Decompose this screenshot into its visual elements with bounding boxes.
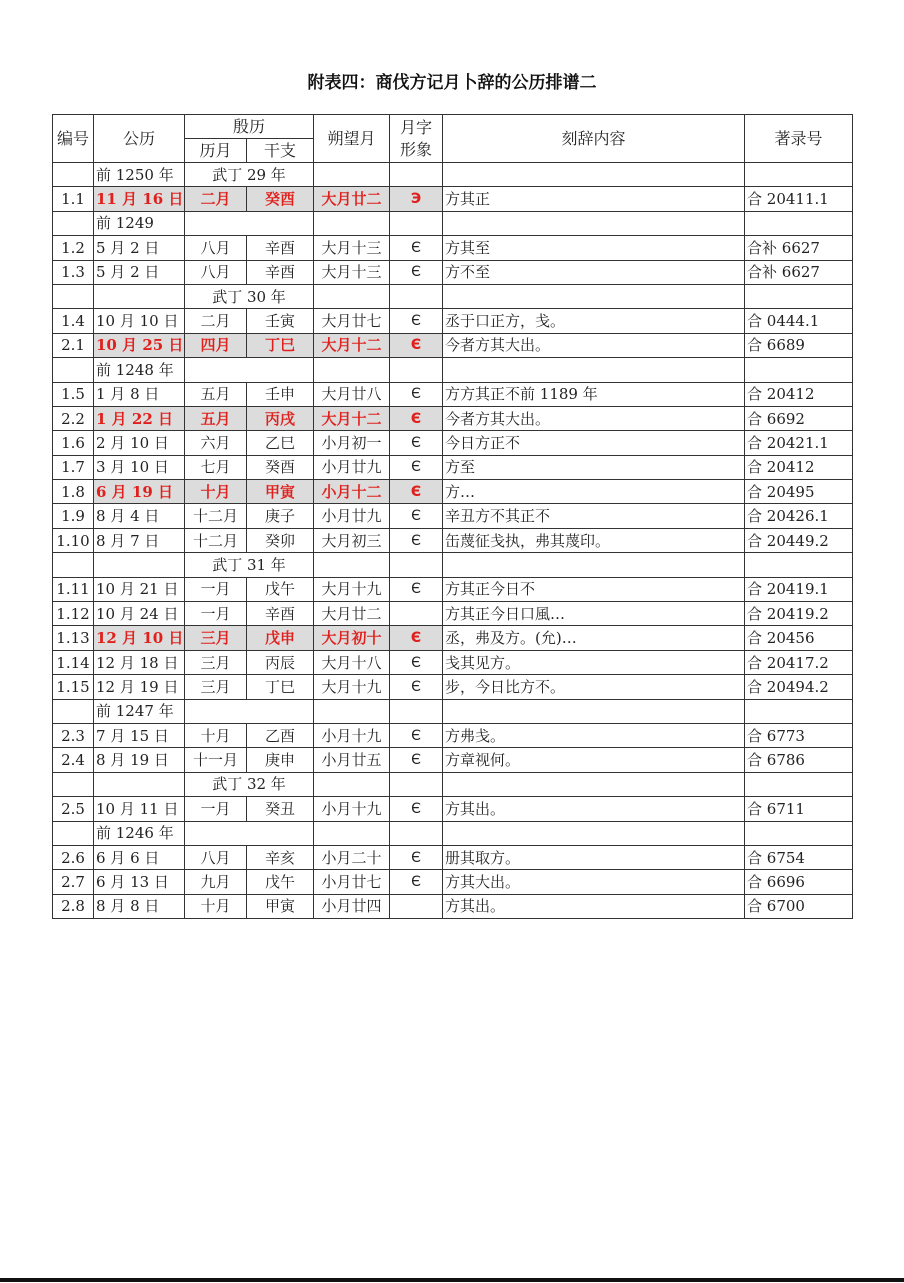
cell-num: 1.7 [53,455,94,479]
cell-gregorian-date: 6 月 6 日 [94,845,185,869]
cell-catalog [745,211,853,235]
cell-month: 七月 [185,455,247,479]
table-row [53,650,853,674]
cell-month: 八月 [185,845,247,869]
cell-month: 四月 [185,333,247,357]
cell-content: 方其至 [443,236,745,260]
cell-content: 方其出。 [443,894,745,918]
moon-phase-icon: Є [390,260,443,284]
cell-month: 一月 [185,602,247,626]
table-row [53,723,853,747]
cell-content: 方… [443,480,745,504]
cell-year [94,772,185,796]
cell-content: 缶蔑征戋执，弗其蔑印。 [443,528,745,552]
cell-num [53,163,94,187]
cell-catalog: 合 6696 [745,870,853,894]
cell-num: 1.2 [53,236,94,260]
cell-num [53,821,94,845]
cell-ganzhi: 壬申 [247,382,314,406]
cell-gregorian-date: 5 月 2 日 [94,260,185,284]
cell-ganzhi: 乙酉 [247,723,314,747]
cell-catalog [745,699,853,723]
moon-phase-icon: Є [390,309,443,333]
cell-num: 2.4 [53,748,94,772]
cell-num [53,284,94,308]
cell-gregorian-date: 7 月 15 日 [94,723,185,747]
cell-moon-month: 小月廿九 [314,455,390,479]
cell-catalog: 合 20456 [745,626,853,650]
moon-phase-icon: Є [390,236,443,260]
cell-year [94,553,185,577]
cell-gregorian-date: 8 月 19 日 [94,748,185,772]
cell-ganzhi: 癸酉 [247,187,314,211]
cell-gregorian-date: 3 月 10 日 [94,455,185,479]
cell-content: 戋其见方。 [443,650,745,674]
table-row [53,236,853,260]
cell-content: 方方其正不前 1189 年 [443,382,745,406]
bottom-rule [0,1278,904,1282]
section-row [53,284,853,308]
cell-moon-month: 小月廿五 [314,748,390,772]
cell-month: 六月 [185,431,247,455]
cell-gregorian-date: 11 月 16 日 [94,187,185,211]
cell-month: 十二月 [185,504,247,528]
cell-catalog [745,821,853,845]
cell-ganzhi: 癸酉 [247,455,314,479]
cell-num: 1.11 [53,577,94,601]
section-row [53,163,853,187]
cell-catalog: 合 6754 [745,845,853,869]
section-row [53,211,853,235]
cell-moon-month [314,699,390,723]
moon-phase-icon: Є [390,480,443,504]
cell-moon-month [314,211,390,235]
cell-content: 今者方其大出。 [443,406,745,430]
cell-gregorian-date: 8 月 4 日 [94,504,185,528]
cell-content: 方其正 [443,187,745,211]
cell-content: 丞于口正方，戋。 [443,309,745,333]
cell-gregorian-date: 8 月 7 日 [94,528,185,552]
moon-phase-icon: Є [390,382,443,406]
cell-content [443,284,745,308]
cell-ganzhi: 癸丑 [247,797,314,821]
moon-phase-icon: Є [390,650,443,674]
cell-num: 1.14 [53,650,94,674]
header-moon-month: 朔望月 [314,115,390,163]
header-ganzhi: 干支 [247,139,314,163]
cell-month: 八月 [185,260,247,284]
cell-gregorian-date: 1 月 8 日 [94,382,185,406]
cell-gregorian-date: 12 月 19 日 [94,675,185,699]
cell-year: 前 1246 年 [94,821,185,845]
cell-gregorian-date: 6 月 13 日 [94,870,185,894]
cell-year: 前 1250 年 [94,163,185,187]
cell-month: 五月 [185,406,247,430]
cell-num: 1.4 [53,309,94,333]
cell-num: 1.3 [53,260,94,284]
moon-phase-icon [390,602,443,626]
cell-moon-month: 小月廿九 [314,504,390,528]
cell-era: 武丁 31 年 [185,553,314,577]
header-gregorian: 公历 [94,115,185,163]
cell-content: 方其大出。 [443,870,745,894]
cell-ganzhi: 乙巳 [247,431,314,455]
cell-ganzhi: 壬寅 [247,309,314,333]
cell-moon-month: 大月十九 [314,675,390,699]
cell-gregorian-date: 5 月 2 日 [94,236,185,260]
table-row [53,528,853,552]
cell-month: 一月 [185,797,247,821]
cell-ganzhi: 庚申 [247,748,314,772]
cell-gregorian-date: 8 月 8 日 [94,894,185,918]
table-row [53,504,853,528]
cell-moon-month: 大月廿七 [314,309,390,333]
cell-num [53,772,94,796]
table-row [53,675,853,699]
cell-moon-month: 大月初十 [314,626,390,650]
cell-month: 九月 [185,870,247,894]
moon-phase-icon: Є [390,845,443,869]
moon-phase-icon: Є [390,455,443,479]
cell-catalog: 合 20495 [745,480,853,504]
header-moon-shape-line1: 月字 [400,117,433,137]
cell-gregorian-date: 10 月 21 日 [94,577,185,601]
cell-num [53,699,94,723]
cell-moon-shape [390,699,443,723]
header-month: 历月 [185,139,247,163]
cell-gregorian-date: 1 月 22 日 [94,406,185,430]
cell-moon-month: 大月十八 [314,650,390,674]
cell-moon-shape [390,163,443,187]
cell-moon-month [314,821,390,845]
table-row [53,333,853,357]
cell-num: 2.6 [53,845,94,869]
cell-era [185,821,314,845]
cell-content: 步，今日比方不。 [443,675,745,699]
cell-moon-month: 大月十九 [314,577,390,601]
cell-ganzhi: 戊午 [247,870,314,894]
section-row [53,772,853,796]
moon-phase-icon: Є [390,870,443,894]
cell-year: 前 1249 [94,211,185,235]
cell-month: 五月 [185,382,247,406]
cell-num: 1.13 [53,626,94,650]
cell-catalog: 合 20412 [745,382,853,406]
cell-num: 1.6 [53,431,94,455]
cell-era: 武丁 30 年 [185,284,314,308]
section-row [53,821,853,845]
cell-moon-month [314,358,390,382]
cell-moon-month: 大月初三 [314,528,390,552]
cell-content: 方其正今日口風… [443,602,745,626]
cell-month: 三月 [185,650,247,674]
cell-catalog: 合 20494.2 [745,675,853,699]
cell-num: 2.8 [53,894,94,918]
moon-phase-icon: Є [390,406,443,430]
cell-moon-month [314,284,390,308]
cell-ganzhi: 戊申 [247,626,314,650]
table-row [53,480,853,504]
cell-content [443,358,745,382]
moon-phase-icon: Є [390,626,443,650]
header-moon-shape [390,115,443,163]
cell-month: 八月 [185,236,247,260]
table-row [53,406,853,430]
cell-content [443,699,745,723]
cell-content: 丞，弗及方。(允)… [443,626,745,650]
cell-moon-month: 大月廿八 [314,382,390,406]
cell-ganzhi: 丙戌 [247,406,314,430]
cell-content [443,211,745,235]
cell-catalog: 合 6773 [745,723,853,747]
cell-era [185,211,314,235]
cell-num [53,211,94,235]
table-row [53,309,853,333]
cell-catalog: 合 20421.1 [745,431,853,455]
cell-month: 十月 [185,723,247,747]
table-row [53,748,853,772]
cell-month: 十一月 [185,748,247,772]
section-row [53,553,853,577]
cell-moon-month [314,772,390,796]
table-row [53,845,853,869]
cell-gregorian-date: 2 月 10 日 [94,431,185,455]
cell-era: 武丁 32 年 [185,772,314,796]
header-yin-calendar: 殷历 [185,115,314,139]
cell-content [443,553,745,577]
cell-catalog [745,163,853,187]
cell-moon-shape [390,821,443,845]
cell-moon-month: 小月十九 [314,723,390,747]
table-row [53,797,853,821]
cell-month: 十二月 [185,528,247,552]
cell-moon-shape [390,358,443,382]
cell-era [185,358,314,382]
cell-ganzhi: 辛酉 [247,260,314,284]
cell-ganzhi: 丁巳 [247,675,314,699]
cell-num: 1.15 [53,675,94,699]
cell-ganzhi: 甲寅 [247,480,314,504]
cell-moon-month: 小月十九 [314,797,390,821]
cell-num: 2.3 [53,723,94,747]
cell-year: 前 1248 年 [94,358,185,382]
cell-num: 1.8 [53,480,94,504]
cell-month: 十月 [185,480,247,504]
cell-gregorian-date: 10 月 25 日 [94,333,185,357]
cell-gregorian-date: 12 月 10 日 [94,626,185,650]
cell-era: 武丁 29 年 [185,163,314,187]
table-body [53,163,853,919]
moon-phase-icon: Є [390,333,443,357]
cell-moon-month: 大月十三 [314,260,390,284]
cell-catalog: 合补 6627 [745,260,853,284]
cell-moon-shape [390,284,443,308]
cell-gregorian-date: 10 月 10 日 [94,309,185,333]
cell-moon-shape [390,772,443,796]
cell-ganzhi: 辛酉 [247,602,314,626]
table-row [53,577,853,601]
cell-catalog [745,358,853,382]
cell-catalog: 合补 6627 [745,236,853,260]
cell-catalog [745,772,853,796]
cell-catalog: 合 20411.1 [745,187,853,211]
cell-year: 前 1247 年 [94,699,185,723]
cell-catalog: 合 6700 [745,894,853,918]
moon-phase-icon: Є [390,528,443,552]
cell-content [443,772,745,796]
header-num: 编号 [53,115,94,163]
cell-ganzhi: 甲寅 [247,894,314,918]
cell-month: 三月 [185,626,247,650]
cell-content: 方其正今日不 [443,577,745,601]
moon-phase-icon: Є [390,675,443,699]
cell-catalog [745,284,853,308]
section-row [53,358,853,382]
cell-ganzhi: 丙辰 [247,650,314,674]
moon-phase-icon: Є [390,431,443,455]
cell-moon-month: 大月廿二 [314,187,390,211]
table-row [53,602,853,626]
cell-year [94,284,185,308]
cell-moon-month [314,553,390,577]
calendar-table [52,114,853,919]
cell-num: 2.2 [53,406,94,430]
cell-gregorian-date: 6 月 19 日 [94,480,185,504]
cell-num: 1.10 [53,528,94,552]
cell-moon-month [314,163,390,187]
cell-content: 方至 [443,455,745,479]
moon-phase-icon: Є [390,723,443,747]
cell-ganzhi: 丁巳 [247,333,314,357]
cell-num: 1.12 [53,602,94,626]
cell-moon-month: 大月廿二 [314,602,390,626]
cell-catalog: 合 20412 [745,455,853,479]
cell-content: 方不至 [443,260,745,284]
table-row [53,260,853,284]
header-catalog: 著录号 [745,115,853,163]
header-content: 刻辞内容 [443,115,745,163]
cell-moon-month: 小月二十 [314,845,390,869]
cell-catalog: 合 6692 [745,406,853,430]
table-row [53,431,853,455]
cell-moon-month: 小月十二 [314,480,390,504]
cell-content: 辛丑方不其正不 [443,504,745,528]
cell-content: 今者方其大出。 [443,333,745,357]
cell-content [443,821,745,845]
moon-phase-icon: Є [390,577,443,601]
table-row [53,870,853,894]
cell-content: 册其取方。 [443,845,745,869]
cell-era [185,699,314,723]
table-row [53,894,853,918]
cell-num [53,553,94,577]
cell-num: 2.5 [53,797,94,821]
cell-moon-month: 大月十三 [314,236,390,260]
cell-moon-shape [390,553,443,577]
cell-num [53,358,94,382]
cell-content: 方其出。 [443,797,745,821]
moon-phase-icon: Э [390,187,443,211]
cell-catalog: 合 20417.2 [745,650,853,674]
cell-gregorian-date: 12 月 18 日 [94,650,185,674]
cell-ganzhi: 辛亥 [247,845,314,869]
cell-content: 今日方正不 [443,431,745,455]
cell-catalog: 合 6689 [745,333,853,357]
cell-content [443,163,745,187]
table-row [53,626,853,650]
moon-phase-icon: Є [390,504,443,528]
cell-num: 1.5 [53,382,94,406]
cell-content: 方章视何。 [443,748,745,772]
cell-catalog: 合 20449.2 [745,528,853,552]
cell-catalog: 合 20419.1 [745,577,853,601]
table-row [53,382,853,406]
cell-ganzhi: 辛酉 [247,236,314,260]
moon-phase-icon: Є [390,797,443,821]
cell-month: 二月 [185,309,247,333]
cell-ganzhi: 癸卯 [247,528,314,552]
cell-catalog [745,553,853,577]
moon-phase-icon [390,894,443,918]
cell-num: 1.1 [53,187,94,211]
cell-month: 十月 [185,894,247,918]
cell-catalog: 合 0444.1 [745,309,853,333]
section-row [53,699,853,723]
cell-moon-shape [390,211,443,235]
cell-num: 2.7 [53,870,94,894]
cell-month: 二月 [185,187,247,211]
cell-ganzhi: 戊午 [247,577,314,601]
cell-moon-month: 小月初一 [314,431,390,455]
moon-phase-icon: Є [390,748,443,772]
cell-num: 2.1 [53,333,94,357]
cell-ganzhi: 庚子 [247,504,314,528]
cell-num: 1.9 [53,504,94,528]
table-row [53,187,853,211]
table-row [53,455,853,479]
cell-content: 方弗戋。 [443,723,745,747]
cell-moon-month: 大月十二 [314,333,390,357]
cell-gregorian-date: 10 月 24 日 [94,602,185,626]
cell-catalog: 合 20426.1 [745,504,853,528]
cell-moon-month: 小月廿七 [314,870,390,894]
cell-moon-month: 大月十二 [314,406,390,430]
cell-gregorian-date: 10 月 11 日 [94,797,185,821]
page-title: 附表四：商伐方记月卜辞的公历排谱二 [307,73,597,93]
cell-month: 三月 [185,675,247,699]
cell-catalog: 合 20419.2 [745,602,853,626]
cell-moon-month: 小月廿四 [314,894,390,918]
cell-month: 一月 [185,577,247,601]
cell-catalog: 合 6711 [745,797,853,821]
cell-catalog: 合 6786 [745,748,853,772]
header-moon-shape-line2: 形象 [400,139,433,159]
